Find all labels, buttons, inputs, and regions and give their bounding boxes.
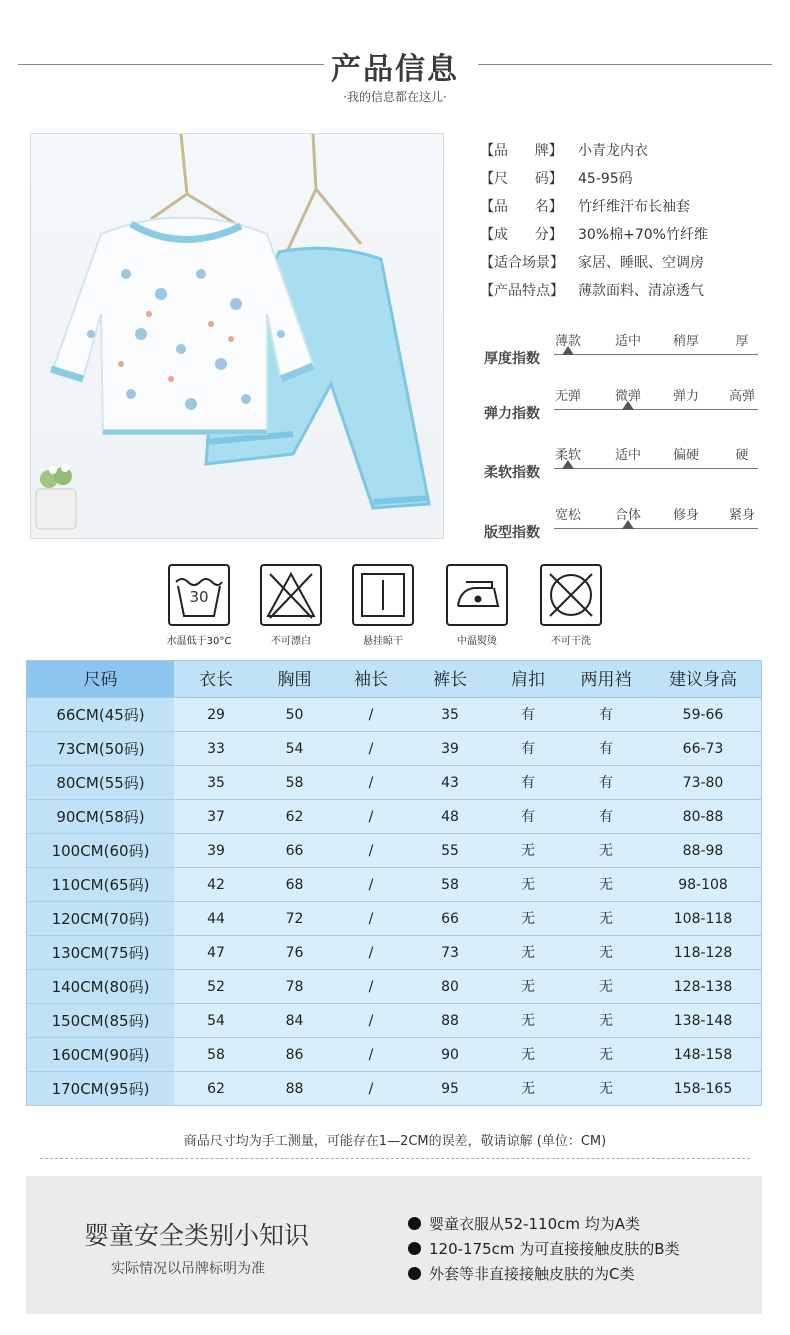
row-values — [174, 868, 761, 901]
table-cell: 76 — [285, 945, 304, 961]
product-photo — [30, 133, 444, 539]
knowledge-subtitle: 实际情况以吊牌标明为准 — [111, 1261, 265, 1277]
index-option: 偏硬 — [672, 448, 699, 463]
list-item — [408, 1211, 680, 1236]
table-cell: 52 — [207, 979, 225, 995]
table-cell: 128-138 — [673, 979, 733, 995]
table-cell: 有 — [521, 741, 535, 757]
softness-index — [484, 444, 774, 494]
table-cell: / — [368, 979, 374, 995]
care-wash-30 — [164, 564, 234, 647]
size-table — [26, 660, 762, 1106]
table-cell: 78 — [285, 979, 304, 995]
size-cell: 90CM(58码) — [27, 800, 174, 833]
knowledge-list — [408, 1211, 680, 1286]
table-cell: 88 — [285, 1081, 304, 1097]
table-cell: / — [368, 809, 374, 825]
index-marker-icon — [562, 460, 574, 469]
table-body — [26, 698, 762, 1106]
index-option: 宽松 — [554, 508, 581, 523]
table-cell: 58 — [207, 1047, 225, 1063]
table-cell: 无 — [521, 979, 535, 995]
table-cell: 无 — [599, 877, 613, 893]
no-dry-clean-icon — [540, 564, 602, 626]
fit-index — [484, 504, 774, 554]
table-cell: 62 — [207, 1081, 225, 1097]
size-cell: 170CM(95码) — [27, 1072, 174, 1105]
info-key: 【适合场景】 — [480, 255, 564, 271]
table-cell: 58 — [441, 877, 459, 893]
index-marker-icon — [622, 401, 634, 410]
table-cell: 39 — [441, 741, 459, 757]
index-marker-icon — [562, 346, 574, 355]
table-row — [26, 868, 762, 902]
index-track — [554, 528, 758, 529]
row-values — [174, 732, 761, 765]
table-cell: 54 — [207, 1013, 225, 1029]
info-row-size — [480, 168, 780, 196]
size-cell: 73CM(50码) — [27, 732, 174, 765]
table-cell: / — [368, 1047, 374, 1063]
size-cell: 130CM(75码) — [27, 936, 174, 969]
index-track — [554, 468, 758, 469]
info-key: 【品 牌】 — [480, 143, 563, 159]
row-values — [174, 834, 761, 867]
info-value: 家居、睡眠、空调房 — [578, 255, 704, 271]
table-cell: 59-66 — [682, 707, 724, 723]
info-value: 30%棉+70%竹纤维 — [578, 227, 708, 243]
table-header-cell: 建议身高 — [669, 670, 737, 690]
iron-medium-icon — [446, 564, 508, 626]
size-cell: 140CM(80码) — [27, 970, 174, 1003]
table-cell: 有 — [521, 775, 535, 791]
table-cell: 无 — [599, 911, 613, 927]
table-cell: 无 — [521, 945, 535, 961]
table-cell: 86 — [285, 1047, 304, 1063]
info-value: 薄款面料、清凉透气 — [578, 283, 704, 299]
index-name: 柔软指数 — [484, 465, 540, 481]
table-row — [26, 766, 762, 800]
table-row — [26, 732, 762, 766]
table-cell: / — [368, 877, 374, 893]
table-cell: 有 — [521, 707, 535, 723]
care-label: 悬挂晾干 — [363, 636, 403, 647]
size-cell: 150CM(85码) — [27, 1004, 174, 1037]
index-option: 厚 — [735, 334, 749, 349]
table-cell: 80-88 — [682, 809, 724, 825]
measurement-note: 商品尺寸均为手工测量，可能存在1—2CM的误差，敬请谅解 (单位：CM) — [183, 1134, 607, 1149]
size-cell: 120CM(70码) — [27, 902, 174, 935]
size-cell: 110CM(65码) — [27, 868, 174, 901]
table-row — [26, 834, 762, 868]
index-name: 厚度指数 — [484, 351, 540, 367]
table-cell: 无 — [521, 1013, 535, 1029]
row-values — [174, 1038, 761, 1071]
dashed-divider — [40, 1158, 750, 1159]
info-key: 【产品特点】 — [480, 283, 564, 299]
table-header-cell: 裤长 — [433, 670, 467, 690]
table-cell: 118-128 — [673, 945, 733, 961]
table-cell: 35 — [207, 775, 225, 791]
table-cell: 138-148 — [673, 1013, 733, 1029]
table-cell: 73-80 — [682, 775, 724, 791]
care-no-dry-clean — [536, 564, 606, 647]
table-cell: 88-98 — [682, 843, 724, 859]
table-row — [26, 1038, 762, 1072]
wash-temperature: 30 — [189, 588, 209, 606]
index-option: 薄款 — [554, 334, 581, 349]
table-header-cell: 衣长 — [199, 670, 233, 690]
table-header-cell: 袖长 — [354, 670, 388, 690]
index-option: 修身 — [672, 508, 699, 523]
info-key: 【尺 码】 — [480, 171, 563, 187]
table-cell: 35 — [441, 707, 459, 723]
table-header-cell: 肩扣 — [511, 670, 545, 690]
index-name: 弹力指数 — [484, 406, 540, 422]
table-cell: 148-158 — [673, 1047, 733, 1063]
care-no-bleach — [256, 564, 326, 647]
info-key: 【成 分】 — [480, 227, 563, 243]
index-name: 版型指数 — [484, 525, 540, 541]
table-cell: 66 — [285, 843, 304, 859]
table-row — [26, 902, 762, 936]
info-value: 小青龙内衣 — [578, 143, 648, 159]
table-cell: 无 — [599, 979, 613, 995]
table-cell: / — [368, 843, 374, 859]
table-header-cell: 两用裆 — [580, 670, 632, 690]
table-cell: 43 — [441, 775, 459, 791]
info-key: 【品 名】 — [480, 199, 563, 215]
table-row — [26, 800, 762, 834]
table-cell: 无 — [521, 877, 535, 893]
index-marker-icon — [622, 520, 634, 529]
bullet-icon — [408, 1217, 421, 1230]
page-subtitle: ·我的信息都在这儿· — [343, 90, 447, 104]
table-cell: 39 — [207, 843, 225, 859]
table-cell: 有 — [599, 809, 613, 825]
table-cell: 108-118 — [673, 911, 733, 927]
table-cell: 95 — [441, 1081, 459, 1097]
care-iron-medium — [442, 564, 512, 647]
index-option: 合体 — [614, 508, 641, 523]
index-option: 稍厚 — [672, 334, 699, 349]
row-values — [174, 698, 761, 731]
table-row — [26, 970, 762, 1004]
page-title: 产品信息 — [331, 52, 459, 87]
table-cell: 无 — [599, 1081, 613, 1097]
info-row-scene — [480, 252, 780, 280]
table-cell: 有 — [599, 741, 613, 757]
table-cell: / — [368, 707, 374, 723]
table-cell: 47 — [207, 945, 225, 961]
table-cell: 73 — [441, 945, 459, 961]
table-cell: 62 — [285, 809, 304, 825]
knowledge-item-text: 婴童衣服从52-110cm 均为A类 — [429, 1215, 641, 1233]
knowledge-title: 婴童安全类别小知识 — [84, 1221, 310, 1250]
table-cell: 有 — [521, 809, 535, 825]
table-cell: 90 — [441, 1047, 459, 1063]
table-header — [26, 660, 762, 698]
table-cell: 54 — [285, 741, 304, 757]
care-hang-dry — [348, 564, 418, 647]
index-option: 适中 — [614, 334, 641, 349]
info-row-material — [480, 224, 780, 252]
table-row — [26, 698, 762, 732]
index-track — [554, 409, 758, 410]
bullet-icon — [408, 1242, 421, 1255]
table-cell: 98-108 — [678, 877, 728, 893]
index-option: 无弹 — [554, 389, 581, 404]
header-divider-right — [478, 64, 772, 65]
knowledge-item-text: 120-175cm 为可直接接触皮肤的B类 — [429, 1240, 680, 1258]
row-values — [174, 902, 761, 935]
table-cell: 88 — [441, 1013, 459, 1029]
size-cell: 66CM(45码) — [27, 698, 174, 731]
size-cell: 160CM(90码) — [27, 1038, 174, 1071]
table-cell: 有 — [599, 775, 613, 791]
table-cell: 无 — [599, 945, 613, 961]
row-values — [174, 800, 761, 833]
table-cell: / — [368, 1013, 374, 1029]
row-values — [174, 1072, 761, 1105]
care-label: 水温低于30°C — [166, 636, 232, 647]
wash-30-icon — [168, 564, 230, 626]
table-cell: 44 — [207, 911, 225, 927]
table-cell: 72 — [285, 911, 304, 927]
table-cell: / — [368, 945, 374, 961]
size-cell: 100CM(60码) — [27, 834, 174, 867]
info-row-brand — [480, 140, 780, 168]
index-option: 高弹 — [728, 389, 755, 404]
table-cell: 无 — [521, 1047, 535, 1063]
table-cell: 50 — [285, 707, 304, 723]
table-cell: 无 — [599, 843, 613, 859]
table-cell: 42 — [207, 877, 225, 893]
table-row — [26, 1004, 762, 1038]
info-row-name — [480, 196, 780, 224]
table-row — [26, 1072, 762, 1106]
table-cell: 66 — [441, 911, 459, 927]
info-row-feature — [480, 280, 780, 308]
table-cell: 37 — [207, 809, 225, 825]
row-values — [174, 766, 761, 799]
table-cell: / — [368, 775, 374, 791]
table-cell: 有 — [599, 707, 613, 723]
bullet-icon — [408, 1267, 421, 1280]
table-cell: 55 — [441, 843, 459, 859]
table-header-cell: 尺码 — [27, 661, 174, 697]
no-bleach-icon — [260, 564, 322, 626]
table-cell: 80 — [441, 979, 459, 995]
info-value: 竹纤维汗布长袖套 — [578, 199, 690, 215]
index-option: 柔软 — [554, 448, 581, 463]
row-values — [174, 1004, 761, 1037]
row-values — [174, 936, 761, 969]
table-header-cell: 胸围 — [277, 670, 312, 690]
index-option: 适中 — [614, 448, 641, 463]
row-values — [174, 970, 761, 1003]
list-item — [408, 1261, 680, 1286]
care-label: 不可干洗 — [551, 636, 591, 647]
table-cell: / — [368, 911, 374, 927]
index-option: 硬 — [735, 448, 749, 463]
care-label: 不可漂白 — [271, 636, 311, 647]
size-cell: 80CM(55码) — [27, 766, 174, 799]
thickness-index — [484, 330, 774, 380]
table-cell: 66-73 — [682, 741, 724, 757]
safety-knowledge-box — [26, 1176, 762, 1314]
index-option: 微弹 — [614, 389, 641, 404]
care-label: 中温熨烫 — [457, 636, 497, 647]
table-cell: 无 — [521, 1081, 535, 1097]
info-value: 45-95码 — [578, 171, 633, 187]
table-cell: 无 — [521, 911, 535, 927]
table-cell: / — [368, 1081, 374, 1097]
table-cell: / — [368, 741, 374, 757]
table-cell: 29 — [207, 707, 225, 723]
index-option: 紧身 — [728, 508, 755, 523]
elasticity-index — [484, 385, 774, 435]
table-cell: 33 — [207, 741, 225, 757]
hang-dry-icon — [352, 564, 414, 626]
table-cell: 68 — [285, 877, 304, 893]
table-cell: 158-165 — [673, 1081, 733, 1097]
list-item — [408, 1236, 680, 1261]
table-row — [26, 936, 762, 970]
knowledge-item-text: 外套等非直接接触皮肤的为C类 — [429, 1265, 635, 1283]
table-cell: 84 — [285, 1013, 304, 1029]
table-cell: 无 — [599, 1013, 613, 1029]
product-info-list — [480, 140, 780, 308]
table-cell: 无 — [599, 1047, 613, 1063]
table-cell: 无 — [521, 843, 535, 859]
index-option: 弹力 — [672, 389, 699, 404]
table-cell: 58 — [285, 775, 304, 791]
table-cell: 48 — [441, 809, 459, 825]
index-track — [554, 354, 758, 355]
section-header — [0, 40, 790, 110]
